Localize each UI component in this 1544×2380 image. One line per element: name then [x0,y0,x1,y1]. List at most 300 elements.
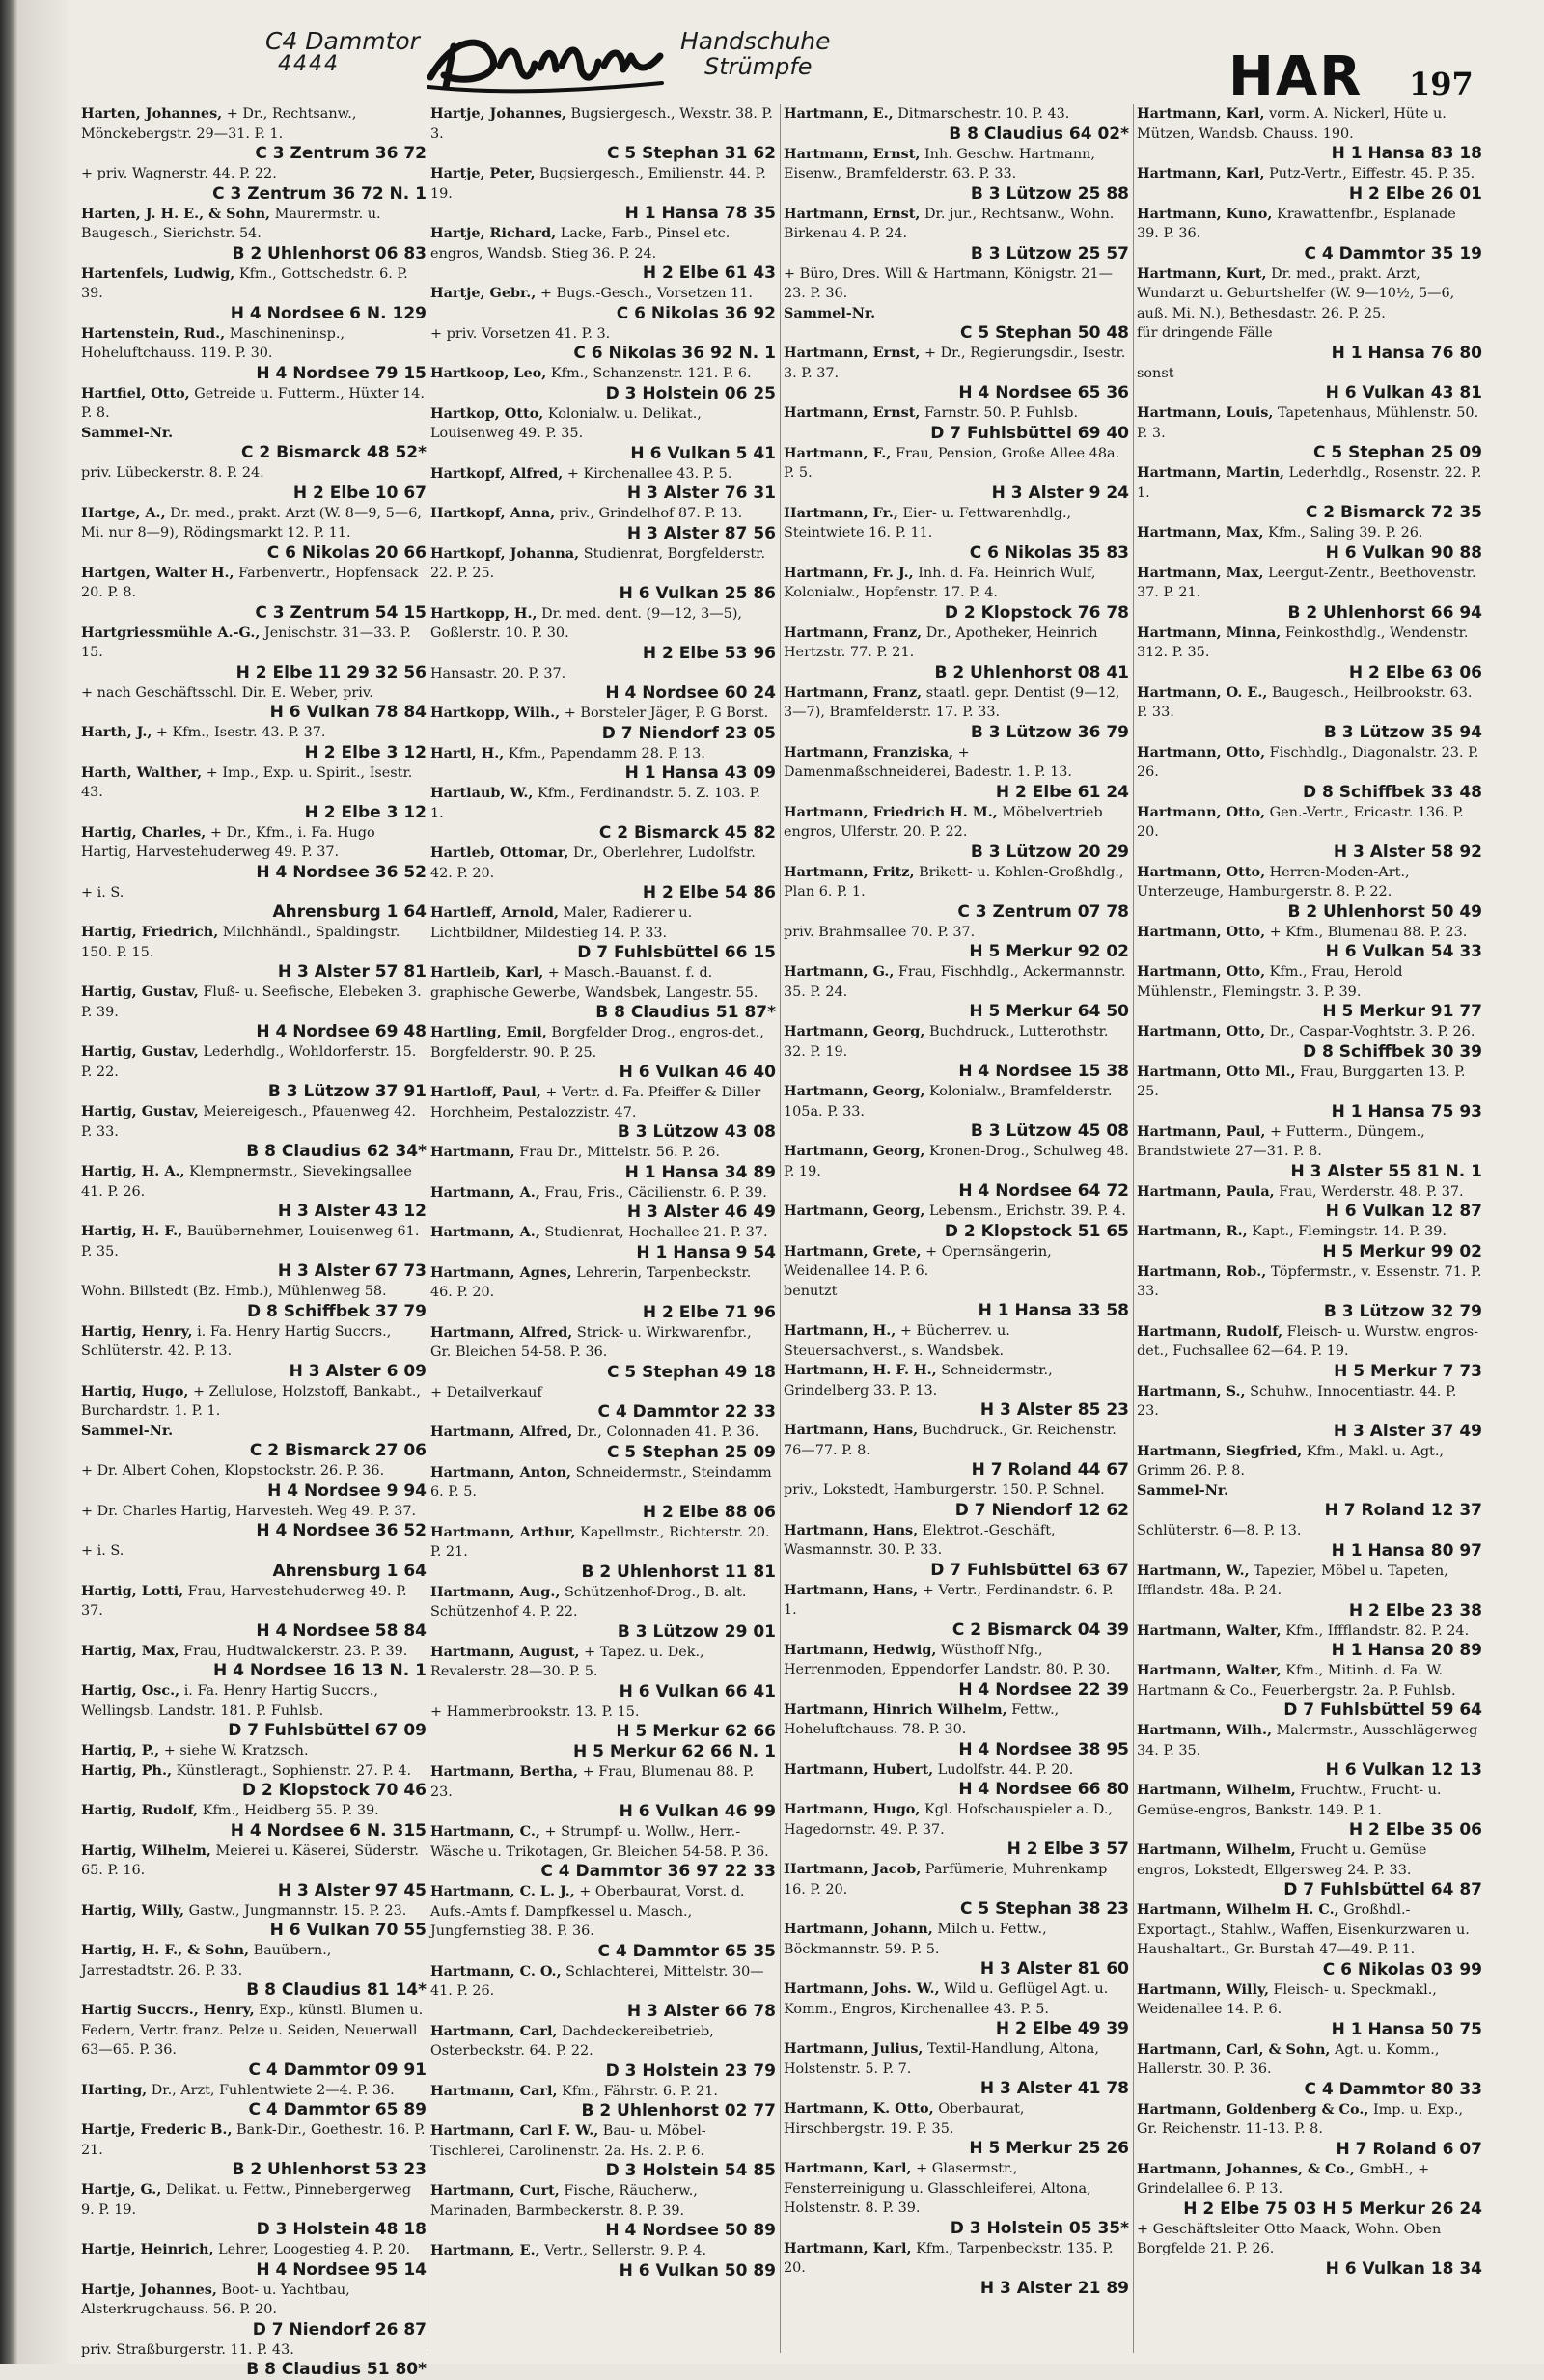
entry-telephone: H 5 Merkur 62 66 N. 1 [430,1742,776,1762]
directory-entry [784,2099,1137,2159]
entry-name: Hartje, Johannes, [430,105,566,122]
entry-details: Dr. med., prakt. Arzt, Wundarzt u. Geburtshelfer (W. 9—10½, 5—6, auß. Mi. N.), Bethesdastr. 26. P. 25. [1137,266,1454,321]
entry-telephone: C 5 Stephan 38 23 [784,1899,1129,1920]
entry-name: Sammel-Nr. [784,305,875,321]
directory-entry [784,1321,1137,1361]
directory-entry [784,683,1137,743]
entry-telephone: D 7 Fuhlsbüttel 66 15 [430,943,776,963]
entry-telephone: H 4 Nordsee 16 13 N. 1 [81,1661,427,1681]
entry-details: + Dr. Albert Cohen, Klopstockstr. 26. P. 36. [81,1463,384,1479]
entry-details: + nach Geschäftsschl. Dir. E. Weber, priv. [81,685,373,701]
entry-details: Borgfelder Drog., engros-det., Borgfelderstr. 90. P. 25. [430,1025,764,1061]
entry-details: Maurermstr. u. Baugesch., Sierichstr. 54. [81,207,381,242]
entry-name: Hartmann, Otto, [1137,744,1265,761]
entry-telephone: H 2 Elbe 71 96 [430,1303,776,1323]
entry-telephone: H 2 Elbe 49 39 [784,2019,1129,2039]
entry-name: Sammel-Nr. [81,1423,173,1439]
entry-name: Hartmann, Grete, [784,1243,922,1259]
entry-telephone: C 5 Stephan 49 18 [430,1363,776,1383]
entry-name: Hartig, Osc., [81,1682,179,1699]
entry-name: Hartmann, Franz, [784,684,922,701]
entry-telephone: H 4 Nordsee 64 72 [784,1181,1129,1202]
entry-details: priv. Brahmsallee 70. P. 37. [784,925,975,940]
directory-entry [430,364,784,404]
directory-entry [81,1642,434,1682]
directory-entry [81,623,434,683]
entry-telephone: C 5 Stephan 50 48 [784,323,1129,344]
entry-telephone: H 4 Nordsee 95 14 [81,2260,427,2281]
entry-name: Hartmann, Hugo, [784,1801,920,1817]
directory-entry [1137,923,1490,963]
entry-telephone: H 6 Vulkan 46 40 [430,1063,776,1083]
entry-name: Hartmann, O. E., [1137,684,1267,701]
entry-details: + priv. Vorsetzen 41. P. 3. [430,326,610,342]
entry-telephone: H 6 Vulkan 12 13 [1137,1760,1482,1781]
entry-telephone: H 2 Elbe 61 24 [784,783,1129,803]
entry-telephone: H 4 Nordsee 9 94 [81,1481,427,1502]
entry-telephone: H 2 Elbe 53 96 [430,644,776,664]
entry-name: Hartmann, Fr., [784,505,898,521]
entry-name: Hartmann, Wilh., [1137,1722,1272,1738]
entry-name: Hartig, H. F., & Sohn, [81,1942,249,1958]
entry-name: Hartkopf, Anna, [430,505,555,521]
entry-details: i. Fa. Henry Hartig Succrs., Schlüterstr. 42. P. 13. [81,1324,391,1360]
directory-entry [430,704,784,744]
entry-details: Fische, Räucherw., Marinaden, Barmbeckerstr. 8. P. 39. [430,2183,698,2219]
directory-entry [430,903,784,963]
entry-telephone: B 3 Lützow 37 91 [81,1082,427,1102]
directory-entry [1137,1182,1490,1223]
entry-details: Fluß- u. Seefische, Elebeken 3. P. 39. [81,984,422,1020]
directory-entry [430,164,784,224]
entry-details: Krawattenfbr., Esplanade 39. P. 36. [1137,207,1456,242]
entry-details: Gastw., Jungmannstr. 15. P. 23. [189,1903,407,1919]
entry-telephone: H 1 Hansa 80 97 [1137,1541,1482,1562]
directory-entry [81,1841,434,1901]
directory-entry [430,284,784,324]
entry-details: Kfm., Tarpenbeckstr. 135. P. 20. [784,2241,1114,2277]
entry-telephone: H 4 Nordsee 58 84 [81,1621,427,1642]
directory-entry [784,1760,1137,1801]
directory-entry [1137,1980,1490,2040]
entry-telephone: H 3 Alster 97 45 [81,1881,427,1901]
entry-name: Hartmann, Alfred, [430,1324,572,1341]
directory-entry [81,1282,434,1322]
entry-details: Schneidermstr., Steindamm 6. P. 5. [430,1465,772,1501]
entry-details: Frau, Fischhdlg., Ackermannstr. 35. P. 24. [784,964,1126,1000]
entry-details: + Hammerbrookstr. 13. P. 15. [430,1704,639,1720]
entry-telephone: D 7 Niendorf 26 87 [81,2320,427,2340]
entry-telephone: C 3 Zentrum 36 72 N. 1 [81,184,427,205]
entry-details: Frau, Harvestehuderweg 49. P. 37. [81,1584,407,1619]
entry-name: Hartmann, G., [784,963,894,980]
entry-details: Kronen-Drog., Schulweg 48. P. 19. [784,1144,1129,1179]
entry-details: Maler, Radierer u. Lichtbildner, Mildestieg 14. P. 33. [430,905,692,941]
entry-name: Hartig, Hugo, [81,1383,188,1399]
entry-telephone: H 3 Alster 37 49 [1137,1422,1482,1442]
entry-telephone: C 6 Nikolas 03 99 [1137,1960,1482,1980]
entry-telephone: D 3 Holstein 05 35* [784,2219,1129,2239]
entry-telephone: C 4 Dammtor 65 35 [430,1942,776,1962]
entry-details: Wild u. Geflügel Agt. u. Komm., Engros, Kirchenallee 43. P. 5. [784,1981,1108,2017]
entry-telephone: B 3 Lützow 29 01 [430,1622,776,1643]
entry-name: Hartmann, Alfred, [430,1424,572,1440]
entry-telephone: H 4 Nordsee 36 52 [81,863,427,883]
entry-details: Frau, Pension, Große Allee 48a. P. 5. [784,446,1119,482]
entry-details: Fischhdlg., Diagonalstr. 23. P. 26. [1137,745,1478,781]
entry-telephone: D 7 Niendorf 12 62 [784,1501,1129,1521]
entry-telephone: B 2 Uhlenhorst 66 94 [1137,603,1482,623]
entry-details: Imp. u. Exp., Gr. Reichenstr. 11-13. P. 8. [1137,2102,1463,2138]
directory-entry [81,1901,434,1942]
entry-telephone: H 6 Vulkan 54 33 [1137,942,1482,962]
directory-entry [430,2022,784,2082]
entry-details: Kfm., Fährstr. 6. P. 21. [562,2084,718,2099]
entry-telephone: H 4 Nordsee 6 N. 129 [81,304,427,324]
entry-name: Hartig, Friedrich, [81,924,218,940]
entry-details: priv., Grindelhof 87. P. 13. [560,506,743,521]
directory-entry [1137,1721,1490,1781]
entry-name: Hartmann, H., [784,1322,896,1339]
entry-name: Hartmann, Johann, [784,1921,933,1937]
directory-entry [784,205,1137,264]
directory-entry [784,2239,1137,2299]
directory-entry [430,2082,784,2122]
entry-details: Töpfermstr., v. Essenstr. 71. P. 33. [1137,1264,1481,1300]
directory-entry [784,1082,1137,1142]
entry-details: Oberbaurat, Hirschbergstr. 19. P. 35. [784,2101,1024,2137]
entry-name: Hartmann, Wilhelm H. C., [1137,1901,1339,1918]
entry-details: + Bücherrev. u. Steuersachverst., s. Wandsbek. [784,1323,1010,1359]
entry-details: i. Fa. Henry Hartig Succrs., Wellingsb. Landstr. 181. P. Fuhlsb. [81,1683,378,1719]
directory-entry [1137,205,1490,264]
entry-details: Maschineninsp., Hoheluftchauss. 119. P. 30. [81,326,345,362]
directory-entry [81,763,434,823]
entry-name: Hartig Succrs., Henry, [81,2002,255,2018]
entry-telephone: H 5 Merkur 92 02 [784,942,1129,962]
directory-entry [430,1323,784,1383]
entry-details: priv., Lokstedt, Hamburgerstr. 150. P. Schnel. [784,1482,1105,1498]
directory-entry [81,2081,434,2121]
entry-telephone: B 2 Uhlenhorst 11 81 [430,1563,776,1583]
directory-entry [81,2120,434,2180]
entry-telephone: H 6 Vulkan 70 55 [81,1921,427,1941]
directory-entry [1137,1022,1490,1063]
directory-entry [784,344,1137,403]
directory-entry [81,1502,434,1542]
directory-entry [784,2039,1137,2099]
entry-name: Harth, Walther, [81,764,202,781]
entry-details: Kolonialw., Bramfelderstr. 105a. P. 33. [784,1084,1112,1120]
entry-name: Hartmann, Fritz, [784,864,915,880]
directory-entry [81,504,434,564]
entry-name: Hartmann, Johs. W., [784,1980,940,1997]
entry-details: + Dr., Regierungsdir., Isestr. 3. P. 37. [784,346,1125,381]
entry-name: Hartmann, Martin, [1137,464,1284,481]
entry-details: Kfm., Mitinh. d. Fa. W. Hartmann & Co., Feuerbergstr. 2a. P. Fuhlsb. [1137,1663,1456,1699]
entry-details: + Damenmaßschneiderei, Badestr. 1. P. 13. [784,745,1072,781]
entry-details: Dr., Caspar-Voghtstr. 3. P. 26. [1270,1024,1475,1039]
directory-entry [784,1481,1137,1521]
entry-telephone: H 2 Elbe 54 86 [430,883,776,903]
entry-telephone: D 3 Holstein 48 18 [81,2220,427,2240]
entry-telephone: H 2 Elbe 61 43 [430,263,776,284]
entry-name: Hartig, Willy, [81,1902,184,1919]
entry-details: Parfümerie, Muhrenkamp 16. P. 20. [784,1862,1107,1897]
directory-entry [784,1800,1137,1860]
column-divider [780,104,781,2353]
entry-details: Kfm., Frau, Herold Mühlenstr., Flemingstr. 3. P. 39. [1137,964,1402,1000]
entry-details: Schlüterstr. 6—8. P. 13. [1137,1523,1302,1538]
entry-details: Lederhdlg., Rosenstr. 22. P. 1. [1137,465,1481,501]
entry-name: Hartig, Lotti, [81,1583,183,1599]
directory-entry [784,1022,1137,1082]
entry-name: Hartmann, Hans, [784,1582,918,1598]
entry-details: Tapetenhaus, Mühlenstr. 50. P. 3. [1137,405,1478,441]
entry-telephone: D 7 Fuhlsbüttel 67 09 [81,1721,427,1741]
entry-telephone: H 3 Alster 46 49 [430,1203,776,1223]
header-ad-line1: Handschuhe [680,27,831,55]
entry-name: Hartmann, Georg, [784,1023,924,1039]
entry-telephone: H 3 Alster 43 12 [81,1202,427,1222]
entry-telephone: D 3 Holstein 23 79 [430,2062,776,2082]
entry-details: Schuhw., Innocentiastr. 44. P. 23. [1137,1384,1456,1420]
entry-name: Hartleff, Arnold, [430,904,559,921]
entry-telephone: H 1 Hansa 43 09 [430,763,776,784]
entry-details: Bank-Dir., Goethestr. 16. P. 21. [81,2122,426,2158]
entry-details: + Tapez. u. Dek., Revalerstr. 28—30. P. 5. [430,1645,704,1680]
directory-entry [81,324,434,384]
entry-telephone: B 3 Lützow 25 57 [784,244,1129,264]
entry-name: Hartmann, A., [430,1224,540,1240]
entry-telephone: H 3 Alster 76 31 [430,484,776,504]
entry-telephone: H 2 Elbe 26 01 [1137,184,1482,205]
directory-entry [430,744,784,785]
entry-telephone: H 5 Merkur 62 66 [430,1722,776,1742]
entry-telephone: D 8 Schiffbek 37 79 [81,1302,427,1322]
entry-details: Kapt., Flemingstr. 14. P. 39. [1252,1224,1447,1239]
directory-entry [1137,523,1490,564]
entry-telephone: H 3 Alster 87 56 [430,524,776,544]
entry-telephone: D 3 Holstein 06 25 [430,384,776,404]
entry-details: Milchhändl., Spaldingstr. 150. P. 15. [81,925,400,960]
entry-details: Kfm., Papendamm 28. P. 13. [509,746,705,761]
column-1 [81,104,434,2353]
directory-entry [784,564,1137,623]
entry-name: Hartmann, Kuno, [1137,206,1272,222]
directory-entry [81,205,434,264]
entry-name: Hartmann, Bertha, [430,1763,578,1780]
directory-entry [430,1383,784,1424]
entry-name: Hartmann, Otto, [1137,1023,1265,1039]
entry-details: + i. S. [81,885,124,900]
entry-details: + Dr., Kfm., i. Fa. Hugo Hartig, Harvestehuderweg 49. P. 37. [81,825,375,861]
entry-name: Hartmann, Aug., [430,1584,560,1600]
column-divider [1133,104,1134,2353]
directory-entry [430,664,784,705]
entry-telephone: H 2 Elbe 10 67 [81,484,427,504]
entry-name: Hartl, H., [430,745,504,761]
entry-name: Hartig, Gustav, [81,1103,199,1120]
entry-details: Tapezier, Möbel u. Tapeten, Ifflandstr. 48a. P. 24. [1137,1564,1448,1599]
directory-entry [1137,323,1490,364]
directory-entry [81,723,434,763]
entry-telephone: H 6 Vulkan 66 41 [430,1682,776,1702]
entry-details: + siehe W. Kratzsch. [164,1743,309,1758]
entry-name: Hartmann, Franz, [784,624,922,641]
entry-name: Hartmann, Hinrich Wilhelm, [784,1702,1007,1718]
directory-entry [784,1521,1137,1581]
entry-name: Hartmann, Karl, [1137,105,1265,122]
entry-name: Hartmann, Max, [1137,565,1264,581]
entry-telephone: C 2 Bismarck 48 52* [81,443,427,463]
entry-details: Kfm., Heidberg 55. P. 39. [203,1803,379,1818]
directory-entry [1137,1521,1490,1562]
entry-name: Hartmann, Hans, [784,1422,918,1438]
entry-telephone: C 5 Stephan 25 09 [430,1443,776,1463]
directory-entry [430,224,784,284]
directory-entry [784,1282,1137,1322]
entry-name: Hartmann, [430,1144,515,1160]
directory-entry [81,1801,434,1841]
entry-details: + Imp., Exp. u. Spirit., Isestr. 43. [81,765,412,801]
entry-telephone: H 4 Nordsee 66 80 [784,1780,1129,1800]
entry-name: Hartmann, Paul, [1137,1123,1265,1140]
entry-name: Sammel-Nr. [1137,1482,1228,1499]
directory-entry [430,784,784,844]
entry-telephone: H 7 Roland 6 07 [1137,2140,1482,2160]
directory-entry [81,1582,434,1642]
header-ad-phone: 4444 [278,52,340,76]
entry-details: + Vertr., Ferdinandstr. 6. P. 1. [784,1583,1114,1619]
entry-telephone: B 3 Lützow 45 08 [784,1121,1129,1142]
entry-telephone: D 8 Schiffbek 30 39 [1137,1042,1482,1063]
entry-details: Frau Dr., Mittelstr. 56. P. 26. [519,1145,720,1160]
directory-entry [81,1741,434,1761]
directory-entry [1137,364,1490,404]
entry-telephone: H 6 Vulkan 43 81 [1137,383,1482,403]
entry-telephone: C 4 Dammtor 80 33 [1137,2080,1482,2100]
entry-telephone: C 2 Bismarck 45 82 [430,823,776,844]
entry-telephone: H 4 Nordsee 60 24 [430,683,776,704]
directory-entry [81,2281,434,2340]
entry-name: Hartmann, Walter, [1137,1662,1282,1678]
entry-name: Hartmann, Arthur, [430,1524,576,1540]
directory-entry [430,544,784,604]
entry-details: Buchdruck., Lutterothstr. 32. P. 19. [784,1024,1109,1060]
directory-entry [1137,803,1490,863]
entry-details: priv. Lübeckerstr. 8. P. 24. [81,465,264,481]
entry-name: Hartig, H. F., [81,1223,182,1239]
directory-entry [1137,2040,1490,2100]
directory-entry [81,384,434,424]
entry-details: Bugsiergesch., Emilienstr. 44. P. 19. [430,166,766,202]
directory-entry [81,1422,434,1462]
directory-entry [1137,2160,1490,2220]
directory-entry [81,883,434,924]
entry-telephone: H 1 Hansa 83 18 [1137,144,1482,164]
entry-name: Hartmann, Max, [1137,524,1264,540]
entry-name: Hartig, P., [81,1742,159,1758]
entry-name: Hartmann, Franziska, [784,744,953,761]
entry-telephone: H 3 Alster 9 24 [784,484,1129,504]
entry-name: Hartkopf, Alfred, [430,465,563,482]
entry-details: Elektrot.-Geschäft, Wasmannstr. 30. P. 33. [784,1523,1056,1559]
entry-details: Frau, Burggarten 13. P. 25. [1137,1065,1466,1100]
entry-details: Möbelvertrieb engros, Ulferstr. 20. P. 22. [784,805,1103,841]
directory-entry [81,1681,434,1741]
entry-details: Putz-Vertr., Eiffestr. 45. P. 35. [1269,166,1475,181]
entry-name: Hartgen, Walter H., [81,565,234,581]
entry-telephone: D 7 Fuhlsbüttel 69 40 [784,424,1129,444]
entry-name: Hartmann, C. L. J., [430,1883,575,1899]
directory-entry [81,1941,434,2001]
entry-telephone: H 4 Nordsee 36 52 [81,1521,427,1541]
directory-entry [430,504,784,544]
directory-entry [81,1102,434,1162]
entry-name: Hartmann, Rudolf, [1137,1323,1282,1340]
directory-entry [81,823,434,883]
entry-details: Jenischstr. 31—33. P. 15. [81,625,411,661]
directory-entry [1137,564,1490,623]
entry-name: Hartmann, Ernst, [784,146,920,162]
entry-details: Künstleragt., Sophienstr. 27. P. 4. [177,1763,412,1779]
directory-entry [784,2159,1137,2239]
entry-name: Hartmann, Johannes, & Co., [1137,2161,1355,2177]
entry-telephone: Ahrensburg 1 64 [81,1562,427,1582]
entry-telephone: H 3 Alster 21 89 [784,2279,1129,2299]
entry-details: Wüsthoff Nfg., Herrenmoden, Eppendorfer Landstr. 80. P. 30. [784,1643,1110,1678]
entry-details: Kolonialw. u. Delikat., Louisenweg 49. P. 35. [430,406,702,442]
directory-entry [81,2340,434,2380]
entry-name: Hartje, Peter, [430,165,535,181]
directory-entry [784,1581,1137,1641]
entry-name: Hartig, Max, [81,1643,179,1659]
directory-entry [784,1641,1137,1701]
directory-entry [430,1143,784,1183]
directory-entry [784,1920,1137,1979]
entry-telephone: H 3 Alster 66 78 [430,2002,776,2022]
entry-details: Fettw., Hoheluftchauss. 78. P. 30. [784,1702,1059,1738]
entry-details: Kapellmstr., Richterstr. 20. P. 21. [430,1525,770,1561]
entry-name: Hartig, Rudolf, [81,1802,198,1818]
entry-name: Hartmann, A., [430,1184,540,1201]
directory-entry [81,1761,434,1802]
entry-telephone: H 1 Hansa 78 35 [430,204,776,224]
entry-telephone: H 1 Hansa 9 54 [430,1243,776,1263]
directory-entry [784,304,1137,345]
directory-entry [430,1962,784,2022]
entry-details: Studienrat, Borgfelderstr. 22. P. 25. [430,546,765,582]
entry-details: Dr., Oberlehrer, Ludolfstr. 42. P. 20. [430,845,756,881]
directory-entry [1137,1382,1490,1442]
entry-name: Harting, [81,2082,147,2098]
entry-details: Dr., Colonnaden 41. P. 36. [577,1425,758,1440]
entry-details: Brikett- u. Kohlen-Großhdlg., Plan 6. P. 1. [784,865,1123,900]
directory-entry [81,683,434,724]
entry-name: Hartmann, Wilhelm, [1137,1841,1296,1858]
entry-details: + Kfm., Blumenau 88. P. 23. [1270,925,1468,940]
entry-name: Hartmann, Otto Ml., [1137,1064,1296,1080]
entry-telephone: H 1 Hansa 33 58 [784,1301,1129,1321]
entry-details: + Strumpf- u. Wollw., Herr.-Wäsche u. Trikotagen, Gr. Bleichen 54-58. P. 36. [430,1824,769,1860]
entry-details: Strick- u. Wirkwarenfbr., Gr. Bleichen 54-58. P. 36. [430,1325,752,1361]
directory-entry [784,863,1137,923]
entry-telephone: H 2 Elbe 23 38 [1137,1601,1482,1621]
entry-details: Bauübernehmer, Louisenweg 61. P. 35. [81,1224,419,1259]
entry-details: + Borsteler Jäger, P. G Borst. [565,706,768,721]
entry-telephone: C 5 Stephan 25 09 [1137,443,1482,463]
